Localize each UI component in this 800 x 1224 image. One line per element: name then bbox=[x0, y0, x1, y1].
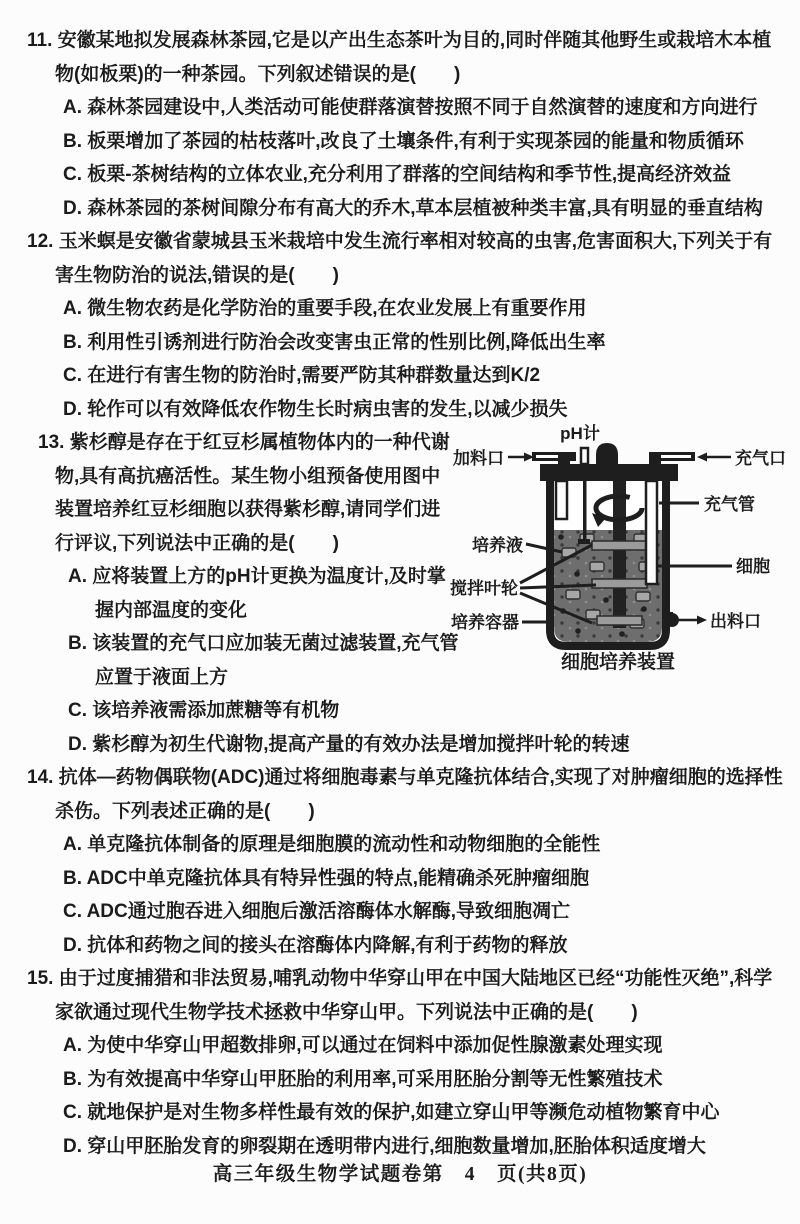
stirrer-shaft bbox=[613, 480, 626, 628]
question-14-stem-line-1: 14. 抗体—药物偶联物(ADC)通过将细胞毒素与单克隆抗体结合,实现了对肿瘤细胞的选择性 bbox=[27, 767, 783, 788]
outlet-label: 出料口 bbox=[710, 612, 761, 631]
question-14-stem-line-2: 杀伤。下列表述正确的是( ) bbox=[55, 800, 315, 822]
outlet-nozzle bbox=[665, 613, 679, 627]
question-13-stem-line-2: 物,具有高抗癌活性。某生物小组预备使用图中 bbox=[55, 465, 441, 487]
question-14 bbox=[0, 761, 800, 962]
question-15-option-d: D. 穿山甲胚胎发育的卵裂期在透明带内进行,细胞数量增加,胚胎体积适度增大 bbox=[63, 1135, 706, 1157]
question-12-option-b: B. 利用性引诱剂进行防治会改变害虫正常的性别比例,降低出生率 bbox=[63, 331, 606, 353]
question-12-stem-line-1: 12. 玉米螟是安徽省蒙城县玉米栽培中发生流行率相对较高的虫害,危害面积大,下列关于有 bbox=[27, 231, 773, 252]
question-13-stem-line-1: 13. 紫杉醇是存在于红豆杉属植物体内的一种代谢 bbox=[38, 432, 450, 453]
question-12 bbox=[0, 225, 800, 426]
cells-label: 细胞 bbox=[736, 557, 770, 576]
question-13-option-a-line-1: A. 应将装置上方的pH计更换为温度计,及时掌 bbox=[68, 566, 446, 587]
air-pipe-elbow bbox=[649, 452, 661, 467]
question-11-stem-line-2: 物(如板栗)的一种茶园。下列叙述错误的是( ) bbox=[55, 63, 461, 85]
question-15-option-c: C. 就地保护是对生物多样性最有效的保护,如建立穿山甲等濒危动植物繁育中心 bbox=[63, 1102, 720, 1123]
question-14-option-b: B. ADC中单克隆抗体具有特异性强的特点,能精确杀死肿瘤细胞 bbox=[63, 867, 590, 889]
question-11-option-b: B. 板栗增加了茶园的枯枝落叶,改良了土壤条件,有利于实现茶园的能量和物质循环 bbox=[63, 130, 744, 152]
question-15-option-a: A. 为使中华穿山甲超数排卵,可以通过在饲料中添加促性腺激素处理实现 bbox=[63, 1035, 663, 1056]
question-14-option-d: D. 抗体和药物之间的接头在溶酶体内降解,有利于药物的释放 bbox=[63, 934, 568, 956]
ph-probe-rod bbox=[583, 481, 587, 541]
page-footer: 高三年级生物学试题卷第 4 页(共8页) bbox=[212, 1164, 588, 1185]
figure-caption: 细胞培养装置 bbox=[560, 652, 676, 673]
question-12-option-c: C. 在进行有害生物的防治时,需要严防其种群数量达到K/2 bbox=[63, 365, 541, 386]
question-15-stem-line-2: 家欲通过现代生物学技术拯救中华穿山甲。下列说法中正确的是( ) bbox=[55, 1001, 638, 1023]
air-tube-inside bbox=[646, 481, 657, 584]
question-11 bbox=[0, 24, 800, 225]
question-15-option-b: B. 为有效提高中华穿山甲胚胎的利用率,可采用胚胎分割等无性繁殖技术 bbox=[63, 1068, 663, 1090]
question-12-option-a: A. 微生物农药是化学防治的重要手段,在农业发展上有重要作用 bbox=[63, 298, 587, 319]
cell-culture-figure bbox=[446, 424, 796, 686]
ph-probe-tip bbox=[578, 539, 590, 544]
air-port-label: 充气口 bbox=[735, 449, 786, 468]
vessel-label: 培养容器 bbox=[451, 613, 519, 632]
question-13-option-d: D. 紫杉醇为初生代谢物,提高产量的有效办法是增加搅拌叶轮的转速 bbox=[68, 733, 630, 755]
feed-port-label: 加料口 bbox=[453, 449, 504, 468]
question-11-stem-line-1: 11. 安徽某地拟发展森林茶园,它是以产出生态茶叶为目的,同时伴随其他野生或栽培木本植 bbox=[27, 30, 772, 51]
question-13-option-b-line-1: B. 该装置的充气口应加装无菌过滤装置,充气管 bbox=[68, 633, 459, 654]
question-11-option-c: C. 板栗-茶树结构的立体农业,充分利用了群落的空间结构和季节性,提高经济效益 bbox=[63, 164, 732, 185]
impeller-label: 搅拌叶轮 bbox=[450, 579, 518, 598]
question-13-stem-line-4: 行评议,下列说法中正确的是( ) bbox=[55, 532, 339, 554]
feed-pipe-elbow bbox=[558, 452, 570, 467]
ph-probe-top bbox=[581, 448, 588, 464]
air-tube-label: 充气管 bbox=[704, 495, 755, 514]
bioreactor-diagram bbox=[446, 424, 796, 686]
question-13-option-b-line-2: 应置于液面上方 bbox=[95, 666, 229, 688]
ph-meter-label: pH计 bbox=[560, 424, 600, 443]
question-13-stem-line-3: 装置培养红豆杉细胞以获得紫杉醇,请同学们进 bbox=[55, 499, 441, 520]
motor-dome bbox=[596, 443, 618, 464]
question-11-option-d: D. 森林茶园的茶树间隙分布有高大的乔木,草本层植被种类丰富,具有明显的垂直结构 bbox=[63, 197, 763, 219]
question-11-option-a: A. 森林茶园建设中,人类活动可能使群落演替按照不同于自然演替的速度和方向进行 bbox=[63, 97, 758, 118]
question-15-stem-line-1: 15. 由于过度捕猎和非法贸易,哺乳动物中华穿山甲在中国大陆地区已经“功能性灭绝”,科学 bbox=[27, 968, 773, 989]
question-13-option-a-line-2: 握内部温度的变化 bbox=[95, 599, 248, 621]
medium-label: 培养液 bbox=[472, 536, 523, 555]
question-15 bbox=[0, 962, 800, 1163]
question-14-option-a: A. 单克隆抗体制备的原理是细胞膜的流动性和动物细胞的全能性 bbox=[63, 834, 601, 855]
feed-tube-inside bbox=[556, 481, 567, 519]
question-12-option-d: D. 轮作可以有效降低农作物生长时病虫害的发生,以减少损失 bbox=[63, 398, 568, 420]
question-14-option-c: C. ADC通过胞吞进入细胞后激活溶酶体水解酶,导致细胞凋亡 bbox=[63, 901, 571, 922]
question-12-stem-line-2: 害生物防治的说法,错误的是( ) bbox=[55, 264, 339, 286]
question-13-option-c: C. 该培养液需添加蔗糖等有机物 bbox=[68, 700, 340, 721]
